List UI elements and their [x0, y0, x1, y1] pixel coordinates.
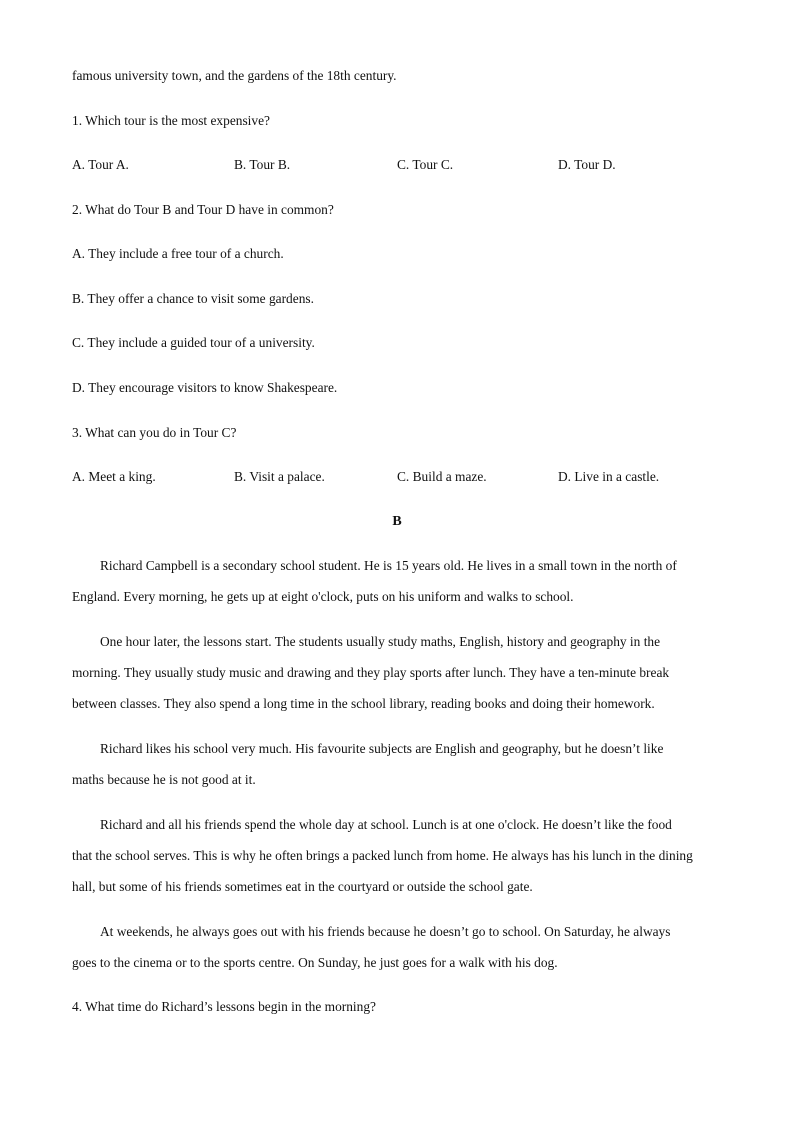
- paragraph-line: At weekends, he always goes out with his friends because he doesn’t go to school. On Saturday, he always: [100, 924, 671, 939]
- paragraph-line: between classes. They also spend a long time in the school library, reading books and doing their homework.: [72, 696, 655, 711]
- q3-option-a: A. Meet a king.: [72, 469, 156, 484]
- paragraph-line: Richard likes his school very much. His favourite subjects are English and geography, but he doesn’t like: [100, 741, 664, 756]
- q2-option-c: C. They include a guided tour of a university.: [72, 335, 315, 350]
- q1-option-d: D. Tour D.: [558, 157, 616, 172]
- paragraph-line: maths because he is not good at it.: [72, 772, 256, 787]
- q3-option-c: C. Build a maze.: [397, 469, 487, 484]
- paragraph-line: England. Every morning, he gets up at eight o'clock, puts on his uniform and walks to school.: [72, 589, 574, 604]
- q3-option-d: D. Live in a castle.: [558, 469, 660, 484]
- q2-option-a: A. They include a free tour of a church.: [72, 246, 284, 261]
- question-1: 1. Which tour is the most expensive?: [72, 113, 270, 128]
- q1-option-b: B. Tour B.: [234, 157, 291, 172]
- passage-a-tail: famous university town, and the gardens of the 18th century.: [72, 68, 397, 83]
- question-3: 3. What can you do in Tour C?: [72, 425, 237, 440]
- paragraph-line: hall, but some of his friends sometimes eat in the courtyard or outside the school gate.: [72, 879, 533, 894]
- q3-option-b: B. Visit a palace.: [234, 469, 325, 484]
- q1-option-a: A. Tour A.: [72, 157, 129, 172]
- q2-option-d: D. They encourage visitors to know Shakespeare.: [72, 380, 338, 395]
- paragraph-line: goes to the cinema or to the sports centre. On Sunday, he just goes for a walk with his dog.: [72, 955, 558, 970]
- question-2: 2. What do Tour B and Tour D have in common?: [72, 202, 334, 217]
- q1-option-c: C. Tour C.: [397, 157, 454, 172]
- paragraph-line: morning. They usually study music and drawing and they play sports after lunch. They have a ten-minute break: [72, 665, 670, 680]
- section-b-heading: B: [392, 514, 402, 529]
- paragraph-line: Richard Campbell is a secondary school student. He is 15 years old. He lives in a small town in the north of: [100, 558, 677, 573]
- paragraph-line: One hour later, the lessons start. The students usually study maths, English, history and geography in the: [100, 634, 661, 649]
- paragraph-line: Richard and all his friends spend the whole day at school. Lunch is at one o'clock. He doesn’t like the food: [100, 817, 672, 832]
- q2-option-b: B. They offer a chance to visit some gardens.: [72, 291, 314, 306]
- paragraph-line: that the school serves. This is why he often brings a packed lunch from home. He always has his lunch in the dining: [72, 848, 693, 863]
- question-4: 4. What time do Richard’s lessons begin in the morning?: [72, 999, 376, 1014]
